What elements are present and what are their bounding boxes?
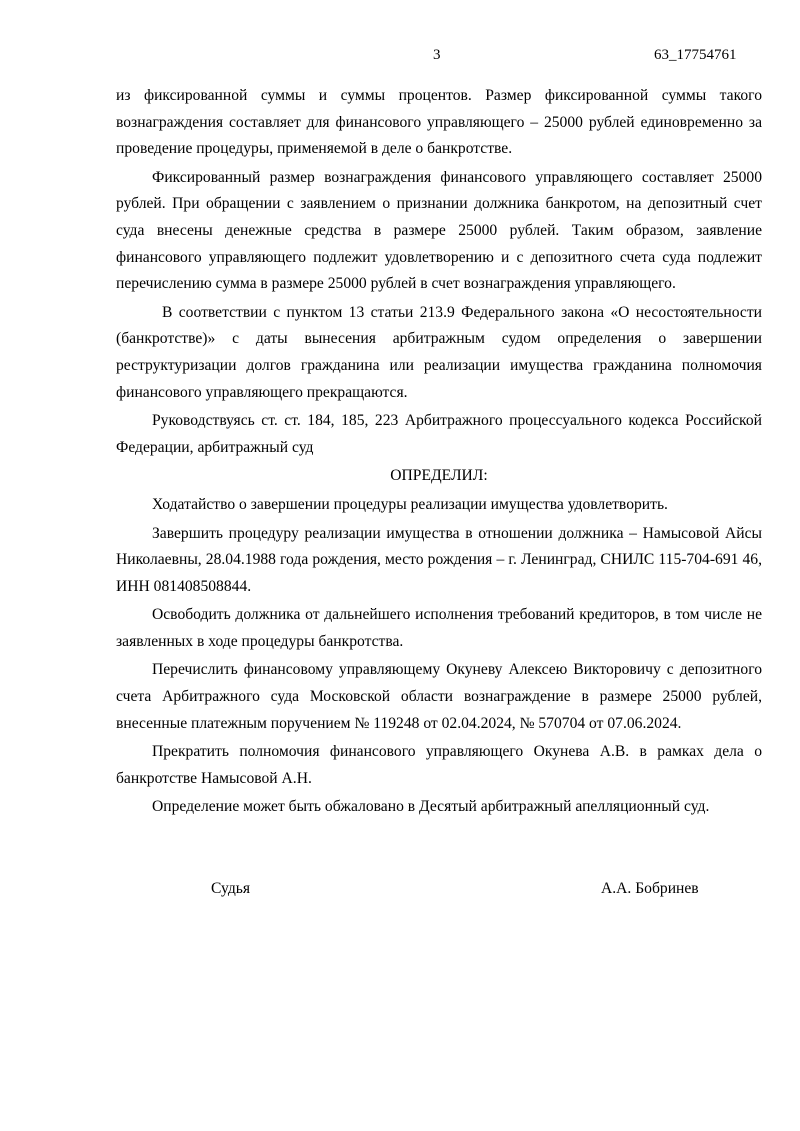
- document-body: [116, 83, 762, 823]
- paragraph-appeal: Определение может быть обжаловано в Десятый арбитражный апелляционный суд.: [152, 798, 710, 816]
- paragraph-fixed-remuneration: Фиксированный размер вознаграждения финансового управляющего составляет 25000 рублей. При обращении с заявлением о признании должника банкротом, на депозитный счет суда внесены денежные средства в размере 25000 рублей. Таким образом, заявление финансового управляющего подлежит удовлетворению и с депозитного счета суда подлежит перечислению сумма в размере 25000 рублей в счет вознаграждения управляющего.: [116, 168, 762, 293]
- paragraph-transfer-remuneration: Перечислить финансовому управляющему Окуневу Алексею Викторовичу с депозитного счета Арбитражного суда Московской области вознаграждение в размере 25000 рублей, внесенные платежным поручением № 119248 от 02.04.2024, № 570704 от 07.06.2024.: [116, 661, 762, 732]
- paragraph-terminate-powers: Прекратить полномочия финансового управляющего Окунева А.В. в рамках дела о банкротстве Намысовой А.Н.: [116, 743, 762, 787]
- signature-role: Судья: [211, 880, 251, 897]
- signature-name: А.А. Бобринев: [601, 880, 699, 897]
- operative-heading: ОПРЕДЕЛИЛ:: [390, 467, 488, 485]
- paragraph-release-debtor: Освободить должника от дальнейшего исполнения требований кредиторов, в том числе не заявленных в ходе процедуры банкротства.: [116, 606, 762, 650]
- paragraph-guided-by: Руководствуясь ст. ст. 184, 185, 223 Арбитражного процессуального кодекса Российской Федерации, арбитражный суд: [116, 412, 762, 456]
- paragraph-law-reference: В соответствии с пунктом 13 статьи 213.9 Федерального закона «О несостоятельности (банкротстве)» с даты вынесения арбитражным судом определения о завершении реструктуризации долгов гражданина или реализации имущества гражданина полномочия финансового управляющего прекращаются.: [116, 303, 762, 401]
- paragraph-motion-granted: Ходатайство о завершении процедуры реализации имущества удовлетворить.: [152, 495, 668, 513]
- page-number: 3: [433, 47, 441, 63]
- case-number: 63_17754761: [654, 47, 737, 63]
- paragraph-fixed-sum-continuation: из фиксированной суммы и суммы процентов. Размер фиксированной суммы такого вознаграждения составляет для финансового управляющего – 25000 рублей единовременно за проведение процедуры, применяемой в деле о банкротстве.: [116, 87, 762, 158]
- paragraph-complete-procedure: Завершить процедуру реализации имущества в отношении должника – Намысовой Айсы Николаевны, 28.04.1988 года рождения, место рождения – г. Ленинград, СНИЛС 115-704-691 46, ИНН 081408508844.: [116, 524, 762, 595]
